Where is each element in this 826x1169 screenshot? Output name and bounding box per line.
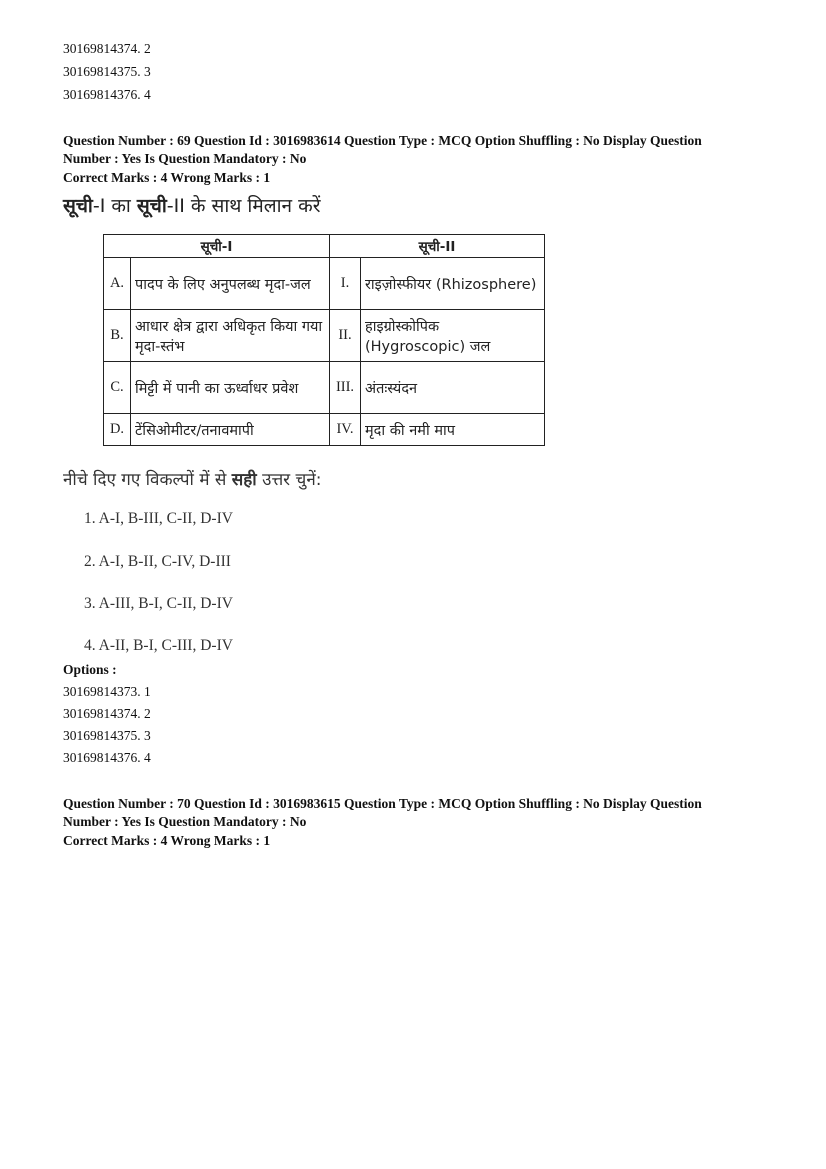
option-line: 30169814376. 4 [63,750,151,765]
row-key: I. [330,258,361,310]
row-key: C. [104,362,131,414]
heading-part: -I का [92,195,137,217]
choice-item: 3. A-III, B-I, C-II, D-IV [84,595,233,612]
instruction-part: सही [231,470,257,490]
row-key: B. [104,310,131,362]
heading-part: सूची [136,195,167,217]
question-marks: Correct Marks : 4 Wrong Marks : 1 [63,833,271,848]
matching-table [103,234,545,446]
option-line: 30169814375. 3 [63,728,151,743]
instruction-part: उत्तर चुनें: [256,470,322,490]
row-value: आधार क्षेत्र द्वारा अधिकृत किया गया मृदा-स्तंभ [131,310,330,362]
heading-part: सूची [63,195,93,217]
row-key: IV. [330,414,361,446]
col2-header: सूची-II [330,235,545,258]
option-line: 30169814374. 2 [63,41,151,56]
row-key: II. [330,310,361,362]
question-meta: Question Number : 70 Question Id : 3016983615 Question Type : MCQ Option Shuffling : No Display Question [63,796,702,811]
question-heading [63,192,320,218]
choice-item: 2. A-I, B-II, C-IV, D-III [84,553,231,570]
row-key: A. [104,258,131,310]
option-line: 30169814376. 4 [63,87,151,102]
question-meta-cont: Number : Yes Is Question Mandatory : No [63,151,307,166]
row-key: III. [330,362,361,414]
table-row [104,258,545,310]
table-row [104,362,545,414]
choice-item: 1. A-I, B-III, C-II, D-IV [84,510,233,527]
question-marks: Correct Marks : 4 Wrong Marks : 1 [63,170,271,185]
row-value: अंतःस्यंदन [361,362,545,414]
row-key: D. [104,414,131,446]
row-value: राइज़ोस्फीयर (Rhizosphere) [361,258,545,310]
option-line: 30169814374. 2 [63,706,151,721]
question-meta-cont: Number : Yes Is Question Mandatory : No [63,814,307,829]
options-label: Options : [63,662,117,677]
table-row [104,310,545,362]
row-value: मिट्टी में पानी का ऊर्ध्वाधर प्रवेश [131,362,330,414]
instruction [63,467,322,490]
col1-header: सूची-I [104,235,330,258]
question-meta: Question Number : 69 Question Id : 3016983614 Question Type : MCQ Option Shuffling : No Display Question [63,133,702,148]
heading-part: -II के साथ मिलान करें [166,195,321,217]
option-line: 30169814373. 1 [63,684,151,699]
choice-item: 4. A-II, B-I, C-III, D-IV [84,637,233,654]
option-line: 30169814375. 3 [63,64,151,79]
row-value: हाइग्रोस्कोपिक (Hygroscopic) जल [361,310,545,362]
row-value: टेंसिओमीटर/तनावमापी [131,414,330,446]
table-header-row [104,235,545,258]
table-row [104,414,545,446]
row-value: पादप के लिए अनुपलब्ध मृदा-जल [131,258,330,310]
instruction-part: नीचे दिए गए विकल्पों में से [63,470,232,490]
row-value: मृदा की नमी माप [361,414,545,446]
